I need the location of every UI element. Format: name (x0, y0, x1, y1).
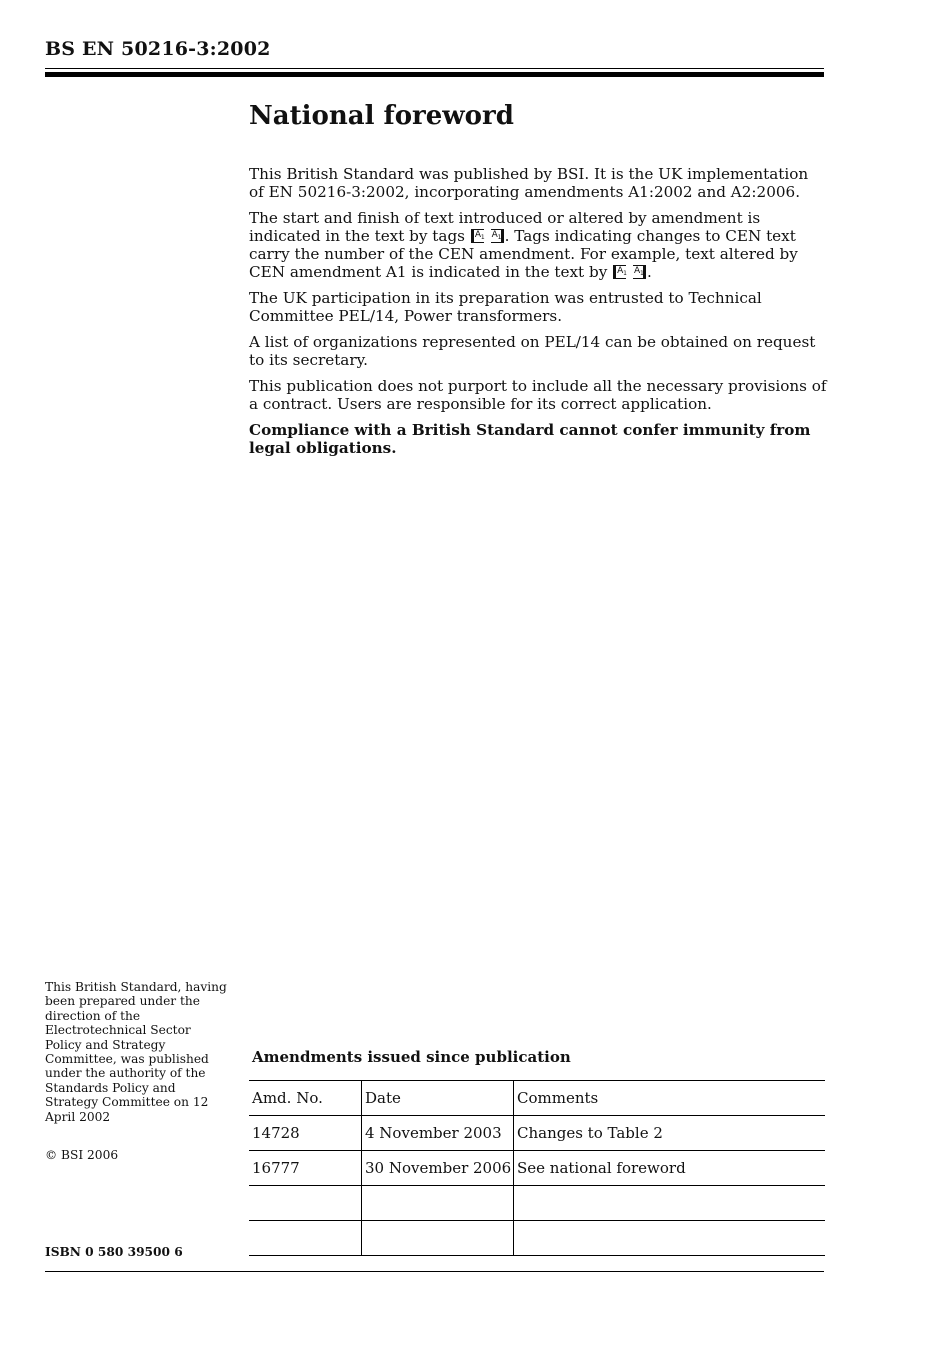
header-rule-thin (45, 68, 824, 69)
foreword-paragraph: This British Standard was published by BSI. It is the UK implementation of EN 50216-3:2002, incorporating amendments A1:2002 and A2:2006. (249, 165, 809, 201)
table-header-row (249, 1081, 825, 1116)
table-cell: See national foreword (514, 1151, 826, 1186)
compliance-statement: Compliance with a British Standard cannot confer immunity from legal obligations. (249, 421, 811, 457)
table-row (249, 1116, 825, 1151)
isbn-number: ISBN 0 580 39500 6 (45, 1245, 183, 1259)
standard-id-header: BS EN 50216-3:2002 (45, 38, 271, 60)
column-header: Date (362, 1081, 514, 1116)
table-row (249, 1186, 825, 1221)
page-title: National foreword (249, 101, 514, 131)
foreword-paragraph-tags (249, 209, 827, 281)
table-cell (249, 1186, 362, 1221)
publication-note: This British Standard, having been prepared under the direction of the Electrotechnical Sector Policy and Strategy Committee, was published under the authority of the Standards Policy and Strategy Committee on 12 April 2002 (45, 980, 227, 1124)
foreword-paragraph: A list of organizations represented on PEL/14 can be obtained on request to its secretary. (249, 333, 816, 369)
table-cell (362, 1221, 514, 1256)
table-cell: Changes to Table 2 (514, 1116, 826, 1151)
foreword-paragraph: This publication does not purport to include all the necessary provisions of a contract. Users are responsible for its correct application. (249, 377, 827, 413)
footer-rule (45, 1271, 824, 1272)
table-cell (249, 1221, 362, 1256)
header-rule-thick (45, 72, 824, 77)
table-cell (362, 1186, 514, 1221)
amendments-table (249, 1080, 825, 1256)
column-header: Comments (514, 1081, 826, 1116)
paragraph-text: . Tags indicating changes to CEN text carry the number of the CEN amendment. For example, text altered by CEN amendment A1 is indicated in the text by (249, 227, 798, 281)
foreword-paragraph: The UK participation in its preparation was entrusted to Technical Committee PEL/14, Power transformers. (249, 289, 762, 325)
paragraph-text: The start and finish of text introduced or altered by amendment is indicated in the text by tags (249, 209, 761, 245)
copyright-notice: © BSI 2006 (45, 1148, 119, 1162)
table-cell (514, 1221, 826, 1256)
table-row (249, 1221, 825, 1256)
amendment-end-tag-icon: A 1 (491, 229, 504, 243)
table-cell: 14728 (249, 1116, 362, 1151)
table-cell: 30 November 2006 (362, 1151, 514, 1186)
amendment-start-tag-icon: A 1 (471, 229, 484, 243)
amendment-start-tag-icon: A 1 (613, 265, 626, 279)
amendments-title: Amendments issued since publication (252, 1048, 571, 1066)
column-header: Amd. No. (249, 1081, 362, 1116)
table-row (249, 1151, 825, 1186)
table-cell: 4 November 2003 (362, 1116, 514, 1151)
table-cell (514, 1186, 826, 1221)
foreword-body (249, 165, 827, 465)
amendment-end-tag-icon: A 1 (633, 265, 646, 279)
paragraph-text: . (646, 263, 652, 281)
table-cell: 16777 (249, 1151, 362, 1186)
